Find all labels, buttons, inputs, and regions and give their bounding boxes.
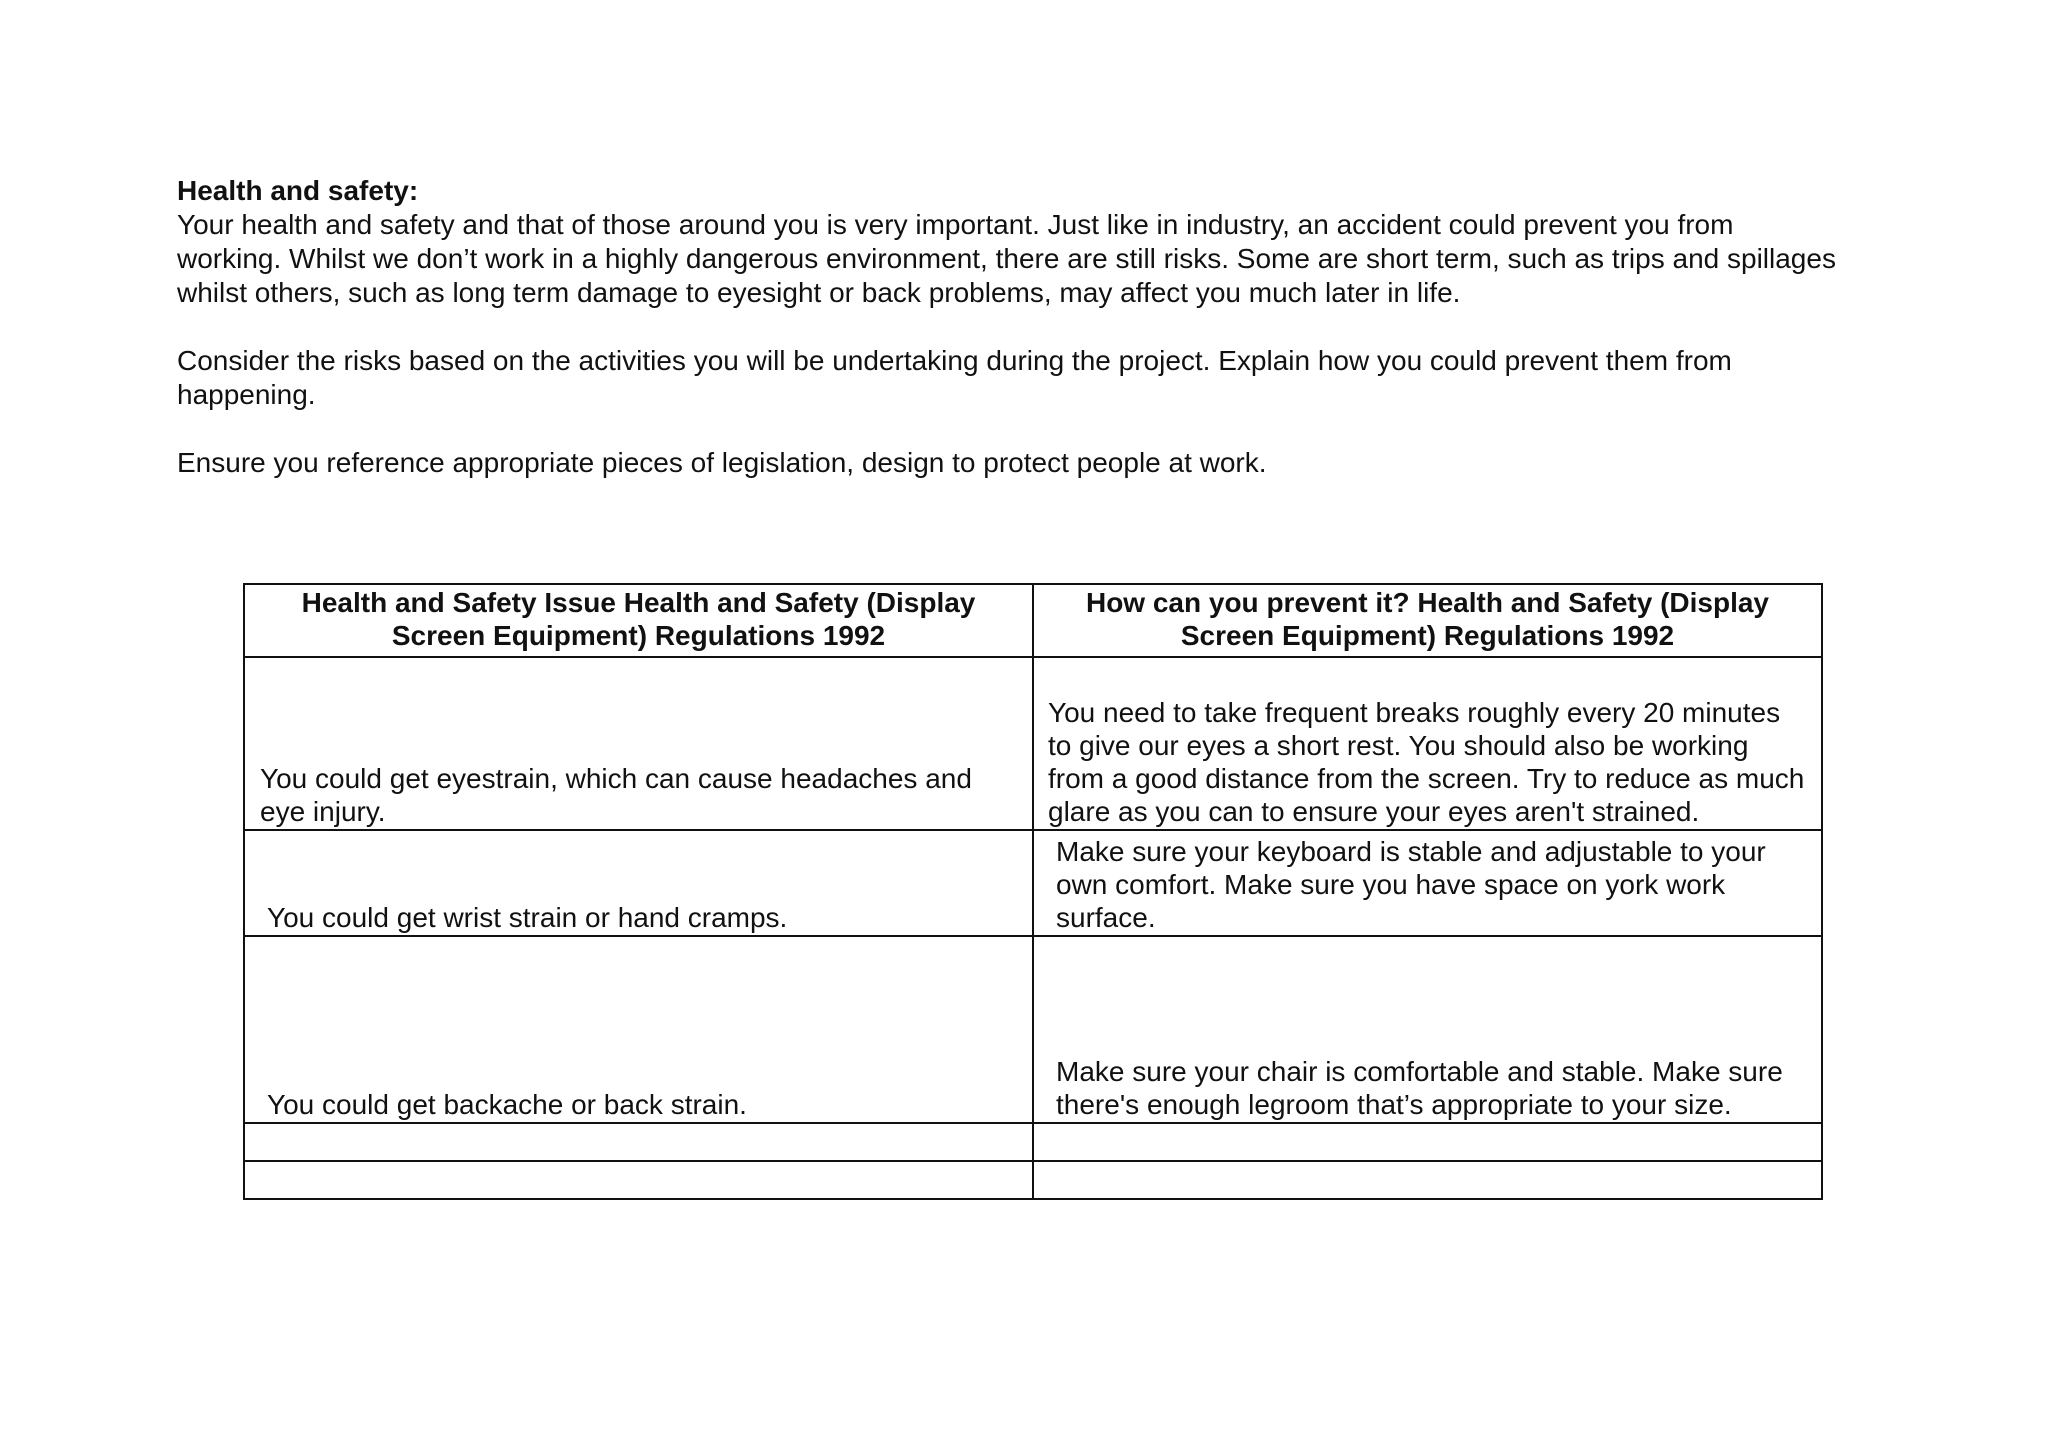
paragraph-spacer bbox=[177, 310, 1837, 344]
section-heading: Health and safety: bbox=[177, 175, 419, 206]
table-row-empty bbox=[244, 1123, 1822, 1161]
intro-paragraph-1: Your health and safety and that of those around you is very important. Just like in industry, an accident could prevent you from working. Whilst we don’t work in a highly dangerous environment, there are still risks. Some are short term, such as trips and spillages whilst others, such as long term damage to eyesight or back problems, may affect you much later in life. bbox=[177, 209, 1836, 308]
issue-cell-empty bbox=[244, 1123, 1033, 1161]
issue-cell: You could get backache or back strain. bbox=[244, 936, 1033, 1123]
prevention-cell: Make sure your chair is comfortable and stable. Make sure there's enough legroom that’s appropriate to your size. bbox=[1033, 936, 1822, 1123]
table-header-row bbox=[244, 584, 1822, 657]
health-safety-table bbox=[243, 583, 1823, 1200]
table-row bbox=[244, 657, 1822, 830]
prevention-cell: You need to take frequent breaks roughly every 20 minutes to give our eyes a short rest. You should also be working from a good distance from the screen. Try to reduce as much glare as you can to ensure your eyes aren't strained. bbox=[1033, 657, 1822, 830]
column-header-prevention: How can you prevent it? Health and Safety (Display Screen Equipment) Regulations 1992 bbox=[1033, 584, 1822, 657]
prevention-cell-empty bbox=[1033, 1161, 1822, 1199]
intro-paragraph-3: Ensure you reference appropriate pieces of legislation, design to protect people at work. bbox=[177, 447, 1267, 478]
issue-cell: You could get wrist strain or hand cramps. bbox=[244, 830, 1033, 936]
paragraph-spacer bbox=[177, 412, 1837, 446]
table-row-empty bbox=[244, 1161, 1822, 1199]
column-header-issue: Health and Safety Issue Health and Safety (Display Screen Equipment) Regulations 1992 bbox=[244, 584, 1033, 657]
table-row bbox=[244, 936, 1822, 1123]
table-row bbox=[244, 830, 1822, 936]
issue-cell: You could get eyestrain, which can cause headaches and eye injury. bbox=[244, 657, 1033, 830]
prevention-cell: Make sure your keyboard is stable and adjustable to your own comfort. Make sure you have space on york work surface. bbox=[1033, 830, 1822, 936]
intro-paragraph-2: Consider the risks based on the activities you will be undertaking during the project. Explain how you could prevent them from happening. bbox=[177, 345, 1732, 410]
issue-cell-empty bbox=[244, 1161, 1033, 1199]
intro-section bbox=[177, 174, 1837, 480]
prevention-cell-empty bbox=[1033, 1123, 1822, 1161]
